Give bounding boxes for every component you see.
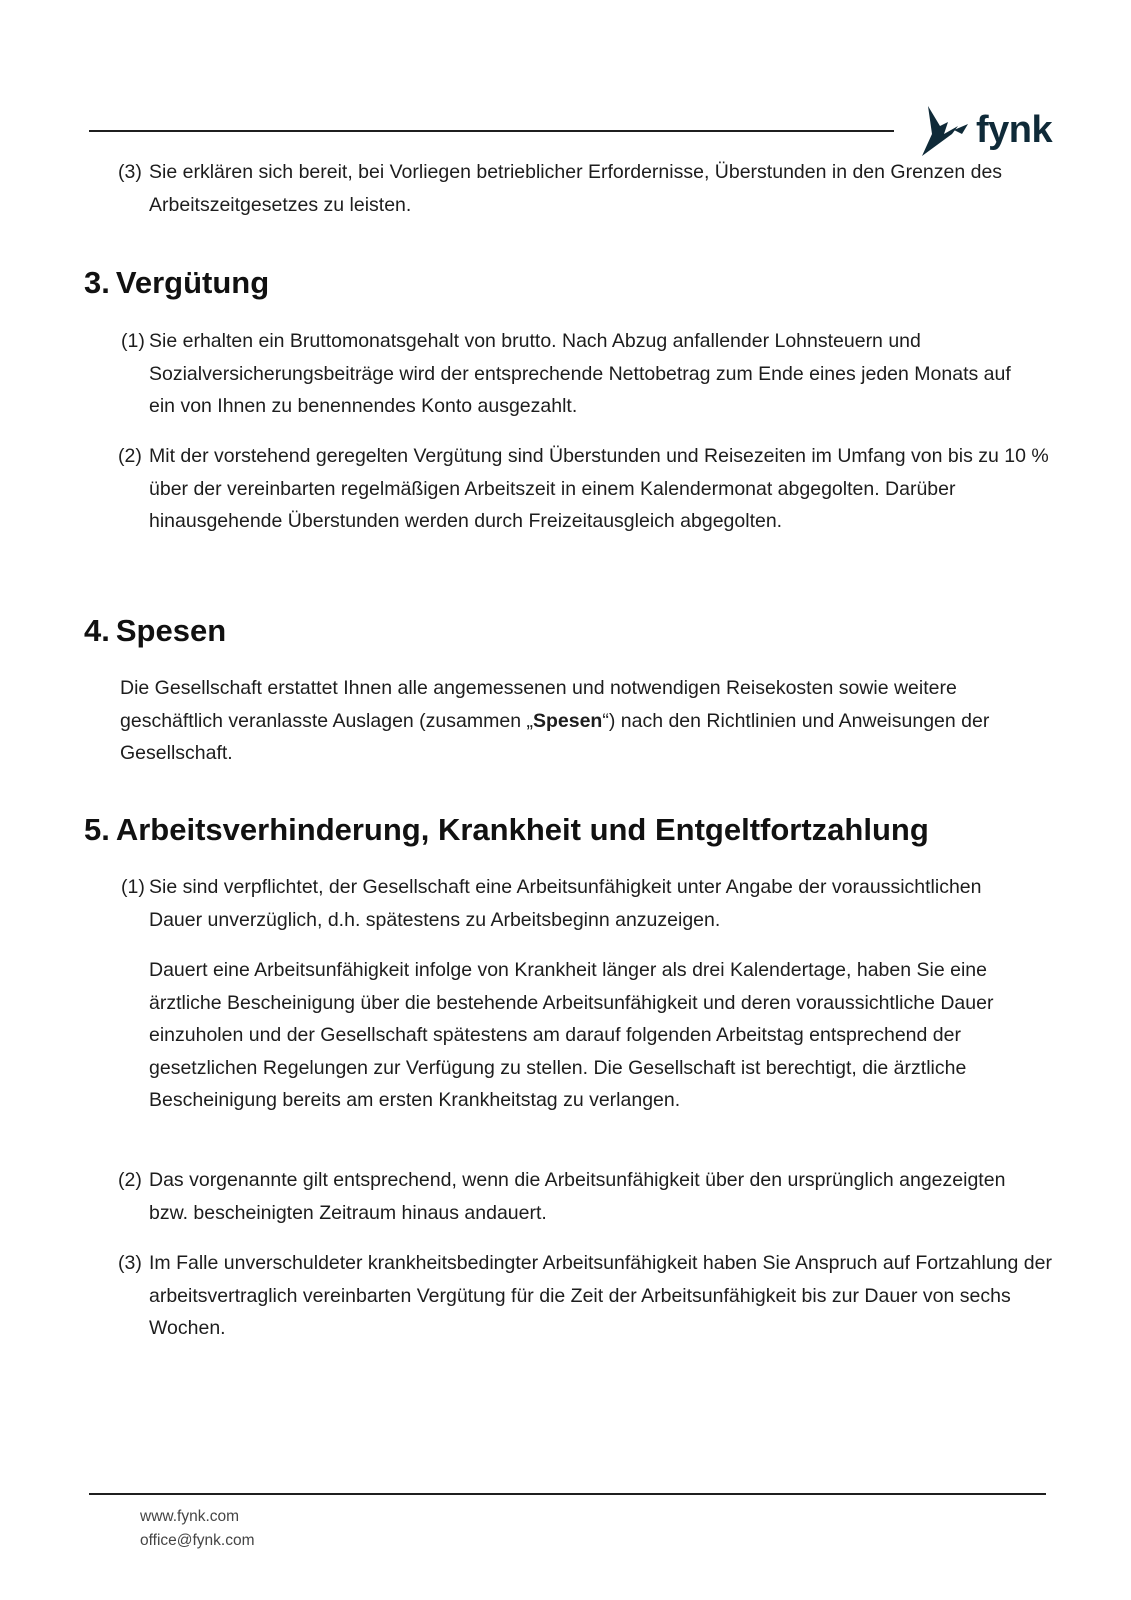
- section-heading-verguetung: [84, 264, 269, 302]
- list-item-continuation: [118, 954, 1033, 1117]
- item-text: Sie sind verpflichtet, der Gesellschaft eine Arbeitsunfähigkeit unter Angabe der voraussichtlichen Dauer unverzüglich, d.h. spätestens zu Arbeitsbeginn anzuzeigen.: [149, 876, 982, 931]
- bird-logo-icon: [918, 104, 978, 160]
- section-title: Vergütung: [115, 265, 270, 300]
- section-number: 4.: [84, 613, 110, 648]
- item-text: Dauert eine Arbeitsunfähigkeit infolge von Krankheit länger als drei Kalendertage, haben Sie eine ärztliche Bescheinigung über die bestehende Arbeitsunfähigkeit und deren voraussichtliche Dauer einzuholen und der Gesellschaft spätestens am darauf folgenden Arbeitstag entsprechend der gesetzlichen Regelungen zur Verfügung zu stellen. Die Gesellschaft ist berechtigt, die ärztliche Bescheinigung bereits am ersten Krankheitstag zu verlangen.: [149, 959, 994, 1111]
- footer-email: office@fynk.com: [140, 1532, 255, 1549]
- item-number: (3): [118, 1252, 142, 1274]
- spesen-text-end: “) nach den Richtlinien und Anweisungen der Gesellschaft.: [120, 709, 990, 764]
- item-text: Mit der vorstehend geregelten Vergütung sind Überstunden und Reisezeiten im Umfang von bis zu 10 % über der vereinbarten regelmäßigen Arbeitszeit in einem Kalendermonat abgegolten. Darüber hinausgehende Überstunden werden durch Freizeitausgleich abgegolten.: [149, 445, 1049, 532]
- item-number: (2): [118, 1169, 142, 1191]
- item-text: Das vorgenannte gilt entsprechend, wenn die Arbeitsunfähigkeit über den ursprünglich angezeigten bzw. bescheinigten Zeitraum hinaus andauert.: [149, 1169, 1006, 1224]
- list-item: [118, 1164, 1008, 1229]
- list-item: [118, 1247, 1053, 1345]
- spesen-term: Spesen: [532, 709, 603, 732]
- list-item: [121, 871, 1011, 936]
- section-title: Arbeitsverhinderung, Krankheit und Entgeltfortzahlung: [115, 812, 929, 847]
- spesen-paragraph: [120, 672, 1050, 770]
- item-number: (2): [118, 445, 142, 467]
- brand-logo: [918, 104, 1053, 160]
- brand-name: fynk: [976, 109, 1053, 151]
- footer-website: www.fynk.com: [140, 1508, 240, 1525]
- section-heading-spesen: [84, 612, 226, 650]
- item-text: Sie erklären sich bereit, bei Vorliegen betrieblicher Erfordernisse, Überstunden in den Grenzen des Arbeitszeitgesetzes zu leisten.: [149, 161, 1003, 216]
- footer-divider: [89, 1493, 1046, 1495]
- list-item: [121, 325, 1011, 423]
- section-number: 5.: [84, 812, 110, 847]
- section-number: 3.: [84, 265, 110, 300]
- footer-contact: [140, 1505, 255, 1553]
- section-heading-arbeitsverhinderung: [84, 811, 929, 849]
- item-text: Sie erhalten ein Bruttomonatsgehalt von brutto. Nach Abzug anfallender Lohnsteuern und Sozialversicherungsbeiträge wird der entsprechende Nettobetrag zum Ende eines jeden Monats auf ein von Ihnen zu benennendes Konto ausgezahlt.: [149, 330, 1011, 417]
- item-number: (1): [121, 876, 145, 898]
- section-title: Spesen: [115, 613, 227, 648]
- list-item: [118, 440, 1053, 538]
- list-item: [118, 156, 1008, 221]
- item-text: Im Falle unverschuldeter krankheitsbedingter Arbeitsunfähigkeit haben Sie Anspruch auf Fortzahlung der arbeitsvertraglich vereinbarten Vergütung für die Zeit der Arbeitsunfähigkeit bis zur Dauer von sechs Wochen.: [149, 1252, 1052, 1339]
- header-divider: [89, 130, 894, 132]
- spesen-text-start: Die Gesellschaft erstattet Ihnen alle angemessenen und notwendigen Reisekosten sowie weitere geschäftlich veranlasste Auslagen (zusammen „: [120, 677, 957, 732]
- item-number: (1): [121, 330, 145, 352]
- item-number: (3): [118, 161, 142, 183]
